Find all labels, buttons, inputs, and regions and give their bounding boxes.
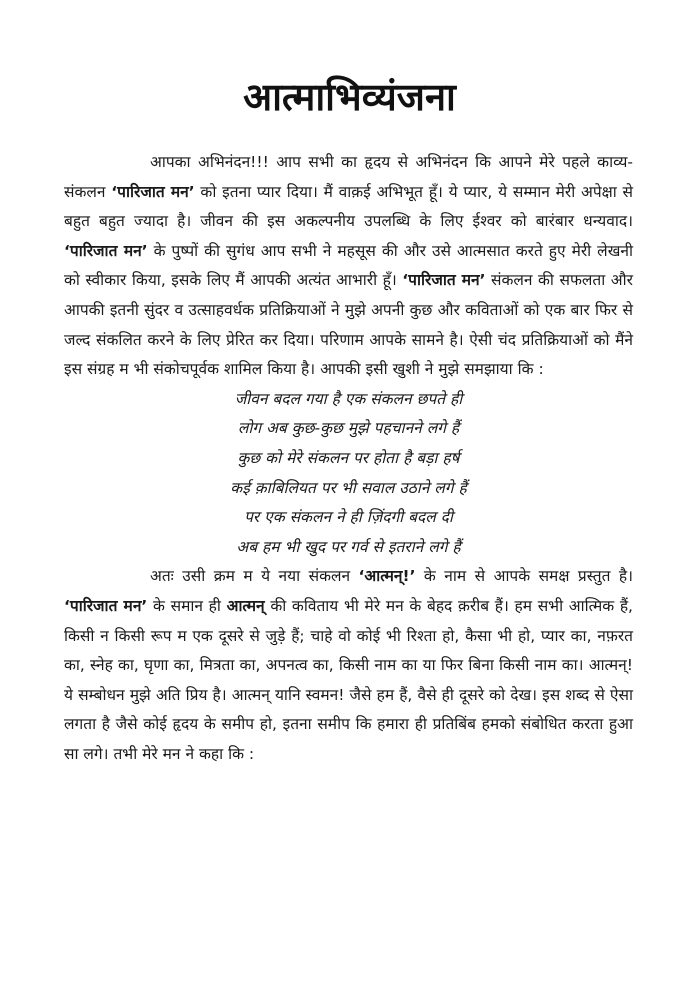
text-run: को इतना प्यार दिया। मैं वाक़ई अभिभूत हूँ। ये प्यार, ये सम्मान मेरी अपेक्षा से बहुत बहुत ज्यादा है। जीवन की इस अकल्पनीय उपलब्धि के लिए ईश्वर को बारंबार धन्यवाद। [64,182,633,231]
text-run: के पुष्पों की सुगंध आप सभी ने महसूस की और उसे आत्मसात करते हुए मेरी लेखनी को स्वीकार किया, इसके लिए मैं आपकी अत्यंत आभारी हूँ। [64,241,633,290]
poem-line: कई क़ाबिलियत पर भी सवाल उठाने लगे हैं [230,478,467,497]
book-title-emphasis: ‘पारिजात मन’ [64,596,148,615]
book-title-emphasis: ‘पारिजात मन’ [64,241,148,260]
poem-line: कुछ को मेरे संकलन पर होता है बड़ा हर्ष [237,448,460,467]
book-title-emphasis: ‘पारिजात मन’ [402,271,486,290]
intro-paragraph [64,148,633,385]
book-title-emphasis: ‘पारिजात मन’ [111,182,195,201]
text-run: के समान ही [147,596,227,615]
text-run: संकलन की सफलता और आपकी इतनी सुंदर व उत्साहवर्धक प्रतिक्रियाओं ने मुझे अपनी कुछ और कविताओं को एक बार फिर से जल्द संकलित करने के लिए प्रेरित कर दिया। परिणाम आपके सामने है। ऐसी चंद प्रतिक्रियाओं को मैंने इस संग्रह म भी संकोचपूर्वक शामिल किया है। आपकी इसी खुशी ने मुझे समझाया कि : [64,271,633,379]
body-text [64,148,633,769]
text-run: आपका अभिनंदन!!! आप सभी का हृदय से अभिनंदन कि आपने मेरे पहले काव्य-संकलन [64,153,633,201]
book-title-emphasis: ‘आत्मन्!’ [358,567,416,586]
closing-paragraph [64,562,633,769]
poem-line: लोग अब कुछ-कुछ मुझे पहचानने लगे हैं [237,419,460,438]
book-title-emphasis: आत्मन् [226,596,265,615]
poem-stanza [64,385,633,563]
page-title: आत्माभिव्यंजना [243,75,456,119]
text-run: अतः उसी क्रम म ये नया संकलन [150,567,359,586]
text-run: की कविताय भी मेरे मन के बेहद क़रीब हैं। हम सभी आत्मिक हैं, किसी न किसी रूप म एक दूसरे से जुड़े हैं; चाहे वो कोई भी रिश्ता हो, कैसा भी हो, प्यार का, नफ़रत का, स्नेह का, घृणा का, मित्रता का, अपनत्व का, किसी नाम का या फिर बिना किसी नाम का। आत्मन्! ये सम्बोधन मुझे अति प्रिय है। आत्मन् यानि स्वमन! जैसे हम हैं, वैसे ही दूसरे को देख। इस शब्द से ऐसा लगता है जैसे कोई हृदय के समीप हो, इतना समीप कि हमारा ही प्रतिबिंब हमको संबोधित करता हुआ सा लगे। तभी मेरे मन ने कहा कि : [64,596,633,763]
text-run: के नाम से आपके समक्ष प्रस्तुत है। [415,567,633,586]
poem-line: जीवन बदल गया है एक संकलन छपते ही [234,389,463,408]
poem-line: अब हम भी खुद पर गर्व से इतराने लगे हैं [236,537,461,556]
poem-line: पर एक संकलन ने ही ज़िंदगी बदल दी [244,508,453,527]
